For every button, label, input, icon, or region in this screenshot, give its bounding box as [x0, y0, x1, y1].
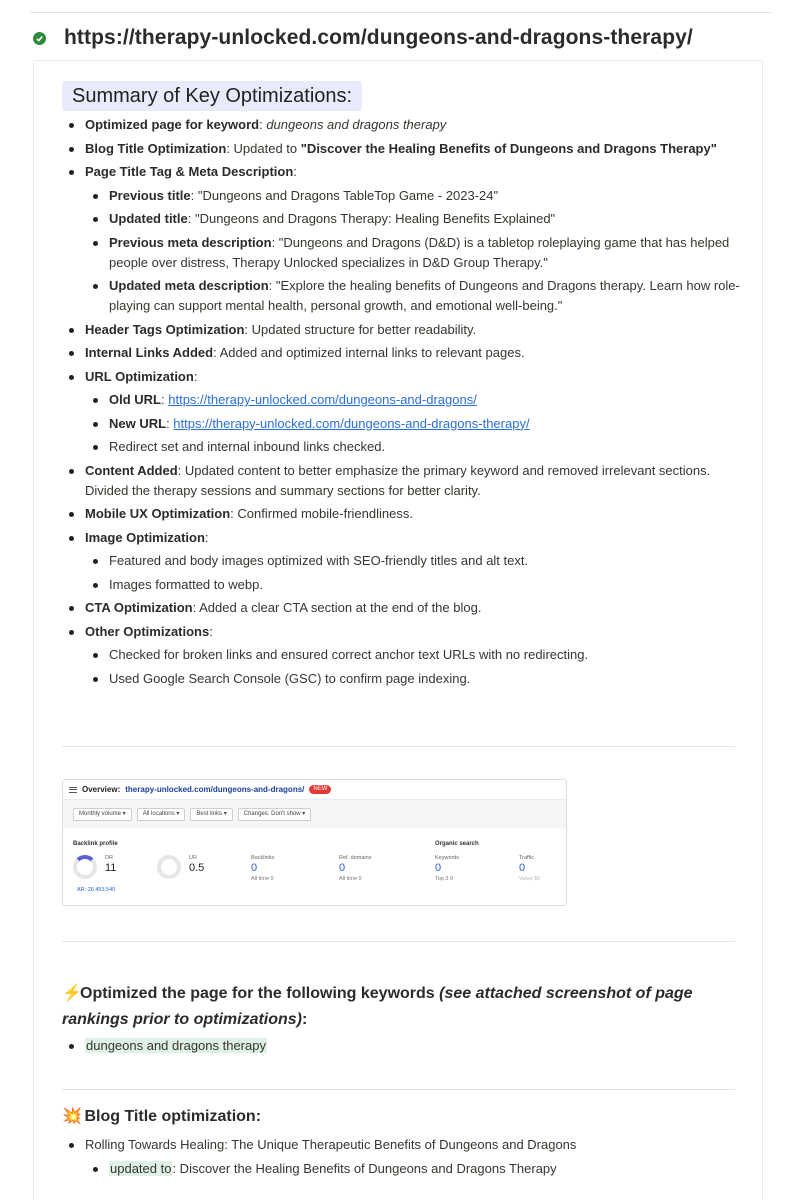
overview-metrics [63, 829, 567, 906]
list-item: Updated meta description: "Explore the healing benefits of Dungeons and Dragons therapy. Learn how role-playing can support mental health, personal growth, and emotional well-being." [86, 276, 742, 316]
ur-donut [157, 855, 181, 879]
page-url-text: https://therapy-unlocked.com/dungeons-and-dragons-therapy/ [64, 26, 693, 49]
new-badge: NEW [309, 785, 331, 794]
summary-title: Summary of Key Optimizations: [62, 81, 362, 111]
blog-title-list [62, 1135, 742, 1182]
metric-ref-domains: Ref. domains 0 All time 0 [339, 855, 372, 882]
keywords-list [62, 1036, 742, 1060]
list-item: CTA Optimization: Added a clear CTA section at the end of the blog. [62, 598, 742, 618]
backlink-profile-label: Backlink profile [73, 841, 118, 847]
section-divider [62, 941, 735, 942]
blog-title-heading: 💥 Blog Title optimization: [62, 1104, 742, 1130]
keywords-heading: ⚡Optimized the page for the following keywords (see attached screenshot of page rankings prior to optimizations): [62, 981, 742, 1033]
overview-header [63, 780, 566, 800]
filter-monthly-volume: Monthly volume ▾ [73, 808, 132, 821]
check-circle-icon [33, 32, 46, 45]
metric-ur: UR 0.5 [189, 855, 205, 874]
list-item: updated to: Discover the Healing Benefits of Dungeons and Dragons Therapy [86, 1159, 742, 1179]
list-item: Other Optimizations: [62, 622, 742, 642]
metric-backlinks: Backlinks 0 All time 0 [251, 855, 275, 882]
list-item: Header Tags Optimization: Updated structure for better readability. [62, 320, 742, 340]
list-item: Old URL: https://therapy-unlocked.com/dungeons-and-dragons/ [86, 390, 742, 410]
section-divider [62, 1089, 735, 1090]
metric-ar: AR: 26,453,540 [77, 887, 116, 893]
overview-url: therapy-unlocked.com/dungeons-and-dragons/ [125, 785, 305, 794]
menu-icon [69, 787, 77, 793]
list-item: Internal Links Added: Added and optimized internal links to relevant pages. [62, 343, 742, 363]
list-item: Rolling Towards Healing: The Unique Therapeutic Benefits of Dungeons and Dragons [62, 1135, 742, 1155]
organic-search-label: Organic search [435, 841, 479, 847]
list-item: Checked for broken links and ensured correct anchor text URLs with no redirecting. [86, 645, 742, 665]
overview-screenshot [62, 779, 567, 906]
filter-changes: Changes: Don't show ▾ [238, 808, 312, 821]
list-item: Blog Title Optimization: Updated to "Discover the Healing Benefits of Dungeons and Dragons Therapy" [62, 139, 742, 159]
lightning-icon: ⚡ [62, 985, 82, 1002]
updated-to-highlight: updated to [110, 1160, 172, 1176]
list-item: New URL: https://therapy-unlocked.com/dungeons-and-dragons-therapy/ [86, 414, 742, 434]
list-item: Updated title: "Dungeons and Dragons Therapy: Healing Benefits Explained" [86, 209, 742, 229]
list-item: Previous meta description: "Dungeons and Dragons (D&D) is a tabletop roleplaying game that has helped people over distress, Therapy Unlocked specializes in D&D Group Therapy." [86, 233, 742, 273]
filter-best-links: Best links ▾ [190, 808, 232, 821]
top-divider [30, 12, 772, 13]
list-item: Featured and body images optimized with SEO-friendly titles and alt text. [86, 551, 742, 571]
list-item: Page Title Tag & Meta Description: [62, 162, 742, 182]
metric-dr: DR 11 [105, 855, 117, 874]
list-item: URL Optimization: [62, 367, 742, 387]
list-item [62, 1036, 742, 1056]
list-item: Images formatted to webp. [86, 575, 742, 595]
list-item: Content Added: Updated content to better emphasize the primary keyword and removed irrelevant sections. Divided the therapy sessions and summary sections for better clarity. [62, 461, 742, 501]
metric-traffic: Traffic 0 Value $0 [519, 855, 541, 882]
summary-list [62, 115, 742, 692]
list-item: Image Optimization: [62, 528, 742, 548]
list-item: Mobile UX Optimization: Confirmed mobile-friendliness. [62, 504, 742, 524]
page-url-heading [33, 24, 693, 52]
filter-locations: All locations ▾ [137, 808, 186, 821]
old-url-link[interactable]: https://therapy-unlocked.com/dungeons-and-dragons/ [168, 392, 477, 407]
section-divider [62, 746, 735, 747]
overview-label: Overview: [82, 785, 121, 794]
keyword-highlight: dungeons and dragons therapy [86, 1038, 266, 1053]
list-item: Optimized page for keyword: dungeons and dragons therapy [62, 115, 742, 135]
overview-filters [63, 800, 566, 828]
new-url-link[interactable]: https://therapy-unlocked.com/dungeons-and-dragons-therapy/ [173, 415, 530, 431]
list-item: Redirect set and internal inbound links checked. [86, 437, 742, 457]
list-item: Previous title: "Dungeons and Dragons TableTop Game - 2023-24" [86, 186, 742, 206]
collision-icon: 💥 [62, 1108, 82, 1125]
dr-donut [73, 855, 97, 879]
metric-keywords: Keywords 0 Top 3 0 [435, 855, 460, 882]
list-item: Used Google Search Console (GSC) to confirm page indexing. [86, 669, 742, 689]
